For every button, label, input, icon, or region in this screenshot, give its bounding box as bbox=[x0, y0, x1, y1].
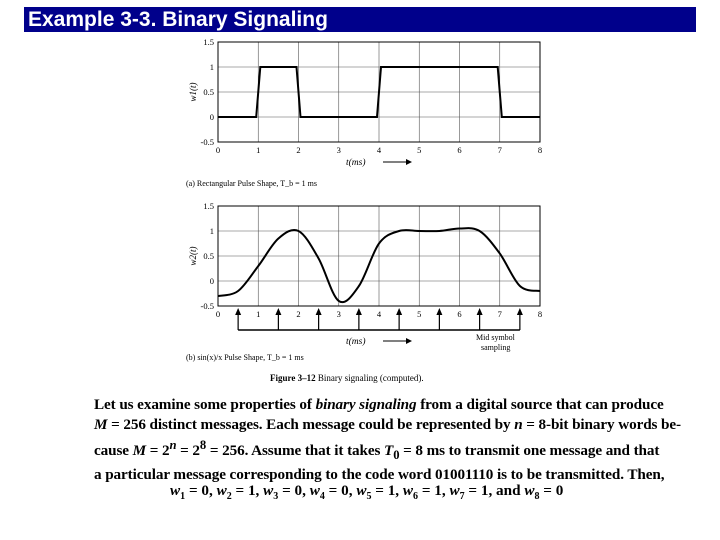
y-tick-label: 0.5 bbox=[203, 87, 214, 97]
y-tick-label: 0.5 bbox=[203, 251, 214, 261]
sampling-arrowhead bbox=[396, 308, 402, 315]
eq-symbol: w bbox=[170, 482, 181, 499]
text-run: = 256 distinct messages. Each message could be represented by bbox=[107, 416, 515, 433]
x-axis-label: t(ms) bbox=[346, 158, 366, 168]
x-tick-label: 5 bbox=[417, 145, 422, 155]
para-line-2 bbox=[94, 415, 694, 435]
y-tick-label: 1.5 bbox=[203, 37, 214, 47]
eq-value: = 1, and bbox=[464, 482, 525, 499]
y-tick-label: -0.5 bbox=[200, 137, 214, 147]
text-run: from a digital source that can produce bbox=[416, 396, 664, 413]
eq-subscript: 8 bbox=[534, 491, 540, 503]
eq-subscript: 1 bbox=[180, 491, 186, 503]
text-run-italic: n bbox=[514, 416, 523, 433]
eq-subscript: 4 bbox=[319, 491, 325, 503]
eq-subscript: 6 bbox=[413, 491, 419, 503]
caption-text: Binary signaling (computed). bbox=[317, 373, 424, 383]
x-tick-label: 1 bbox=[256, 145, 261, 155]
text-run: = 2 bbox=[176, 442, 200, 460]
caption-number: Figure 3–12 bbox=[270, 373, 318, 383]
sampling-arrowhead bbox=[235, 308, 241, 315]
x-tick-label: 6 bbox=[457, 309, 462, 319]
y-axis-label: w1(t) bbox=[188, 82, 198, 102]
code-word-equation bbox=[170, 482, 563, 502]
text-run: cause bbox=[94, 442, 133, 460]
eq-value: = 0, bbox=[278, 482, 310, 499]
sampling-arrowhead bbox=[517, 308, 523, 315]
body-paragraph bbox=[94, 395, 694, 485]
x-tick-label: 8 bbox=[537, 145, 543, 155]
text-run-italic: M bbox=[94, 416, 108, 433]
eq-symbol: w bbox=[216, 482, 227, 499]
x-tick-label: 3 bbox=[336, 309, 341, 319]
text-run: = 256. Assume that it takes bbox=[206, 442, 385, 460]
x-axis-label: t(ms) bbox=[346, 337, 366, 347]
eq-symbol: w bbox=[263, 482, 274, 499]
sampling-arrowhead bbox=[356, 308, 362, 315]
sampling-arrowhead bbox=[436, 308, 442, 315]
y-tick-label: 1.5 bbox=[203, 201, 214, 211]
figure-caption bbox=[270, 373, 424, 383]
x-tick-label: 2 bbox=[296, 145, 301, 155]
eq-subscript: 2 bbox=[226, 491, 232, 503]
subscript: 0 bbox=[393, 448, 400, 463]
x-tick-label: 4 bbox=[376, 309, 382, 319]
eq-symbol: w bbox=[356, 482, 367, 499]
eq-subscript: 3 bbox=[273, 491, 279, 503]
eq-value: = 0, bbox=[185, 482, 217, 499]
y-tick-label: -0.5 bbox=[200, 301, 214, 311]
mid-symbol-label: sampling bbox=[481, 343, 511, 352]
eq-subscript: 5 bbox=[366, 491, 372, 503]
text-run-italic: M bbox=[132, 442, 147, 460]
x-tick-label: 2 bbox=[296, 309, 301, 319]
x-tick-label: 5 bbox=[417, 309, 422, 319]
x-tick-label: 7 bbox=[497, 309, 502, 319]
para-line-3 bbox=[94, 435, 694, 465]
eq-value: = 1, bbox=[418, 482, 450, 499]
mid-symbol-label: Mid symbol bbox=[476, 333, 515, 342]
eq-symbol: w bbox=[449, 482, 460, 499]
panel-label: (a) Rectangular Pulse Shape, T_b = 1 ms bbox=[186, 179, 318, 188]
text-run: = 8-bit binary words be- bbox=[522, 416, 682, 433]
para-line-1 bbox=[94, 395, 694, 415]
y-tick-label: 1 bbox=[209, 62, 214, 72]
x-axis-arrowhead bbox=[406, 338, 412, 344]
x-tick-label: 6 bbox=[457, 145, 462, 155]
eq-value: = 1, bbox=[231, 482, 264, 499]
sampling-arrowhead bbox=[477, 308, 483, 315]
x-tick-label: 1 bbox=[256, 309, 261, 319]
superscript: n bbox=[169, 438, 177, 452]
eq-symbol: w bbox=[309, 482, 320, 499]
superscript: 8 bbox=[199, 438, 207, 452]
panel-label: (b) sin(x)/x Pulse Shape, T_b = 1 ms bbox=[186, 353, 304, 362]
x-tick-label: 7 bbox=[497, 145, 502, 155]
eq-value: = 1, bbox=[371, 482, 403, 499]
text-run-italic: binary signaling bbox=[315, 396, 417, 413]
sampling-arrowhead bbox=[316, 308, 322, 315]
text-run: = 2 bbox=[146, 442, 170, 460]
para-line-4: a particular message corresponding to the code word 01001110 is to be transmitted. Then, bbox=[94, 466, 665, 484]
x-tick-label: 8 bbox=[537, 309, 543, 319]
sampling-arrowhead bbox=[275, 308, 281, 315]
x-tick-label: 0 bbox=[215, 309, 221, 319]
x-axis-arrowhead bbox=[406, 159, 412, 165]
text-run: = 8 ms to transmit one message and that bbox=[399, 442, 660, 460]
y-axis-label: w2(t) bbox=[188, 246, 198, 266]
eq-value: = 0, bbox=[324, 482, 357, 499]
y-tick-label: 0 bbox=[209, 276, 214, 286]
eq-symbol: w bbox=[524, 482, 535, 499]
x-tick-label: 0 bbox=[215, 145, 221, 155]
y-tick-label: 0 bbox=[209, 112, 214, 122]
x-tick-label: 3 bbox=[336, 145, 341, 155]
eq-subscript: 7 bbox=[459, 491, 465, 503]
y-tick-label: 1 bbox=[209, 226, 214, 236]
slide-title: Example 3-3. Binary Signaling bbox=[28, 8, 328, 31]
eq-value: = 0 bbox=[539, 482, 564, 499]
text-run-italic: T bbox=[384, 442, 394, 460]
x-tick-label: 4 bbox=[376, 145, 382, 155]
eq-symbol: w bbox=[402, 482, 414, 499]
text-run: Let us examine some properties of bbox=[94, 396, 316, 413]
